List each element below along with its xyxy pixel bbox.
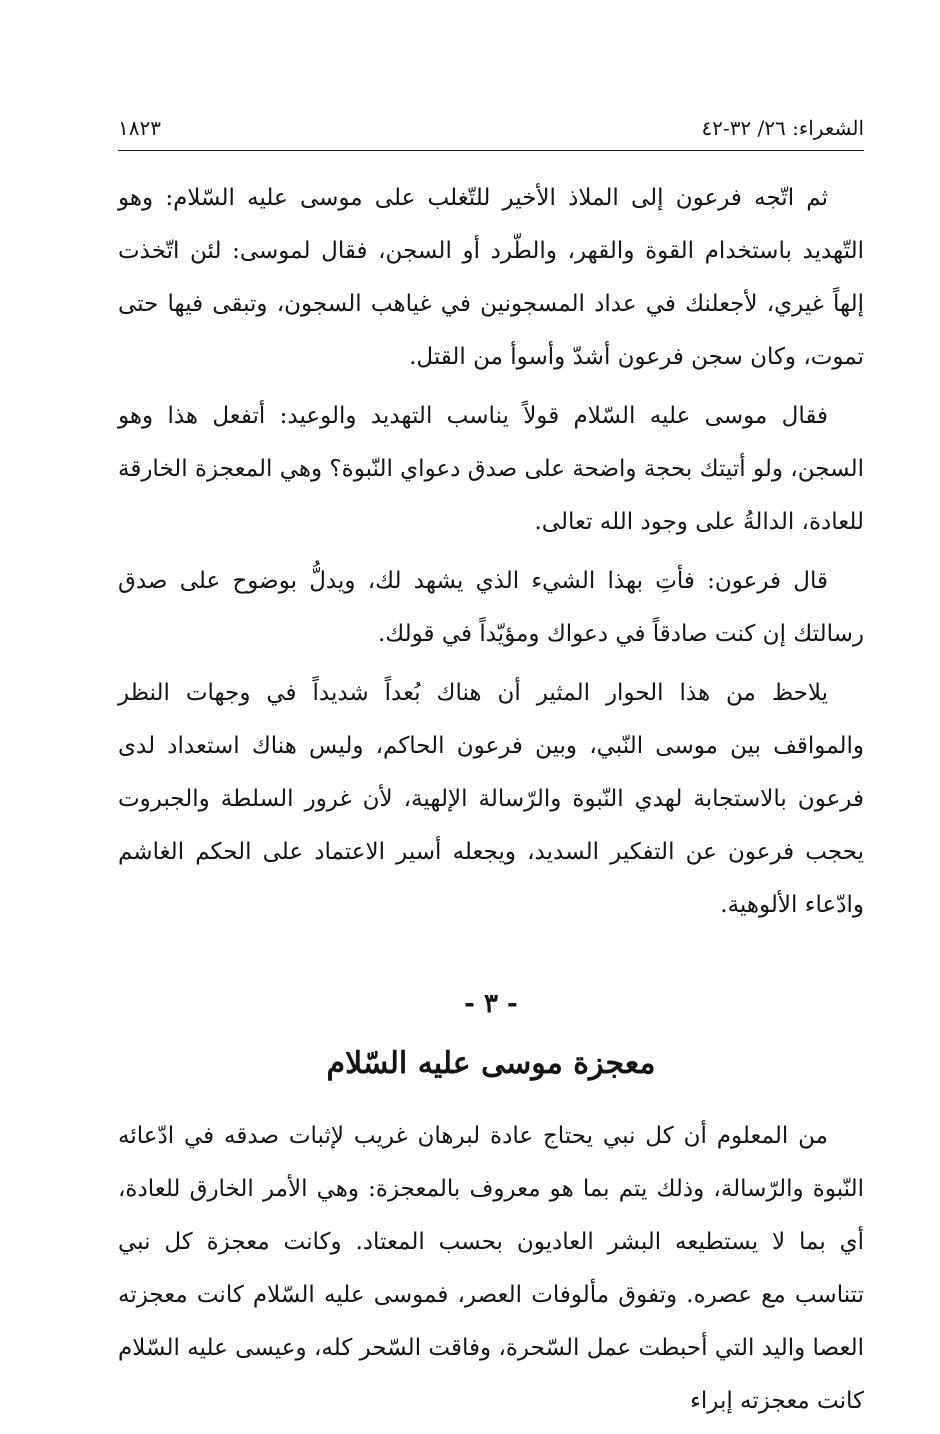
page-body bbox=[118, 172, 864, 1434]
paragraph-threat: ثم اتّجه فرعون إلى الملاذ الأخير للتّغلب على موسى عليه السّلام: وهو التّهديد باستخدام القوة والقهر، والطّرد أو السجن، فقال لموسى: لئن اتّخذت إلهاً غيري، لأجعلنك في عداد المسجونين في غياهب السجون، وتبقى فيها حتى تموت، وكان سجن فرعون أشدّ وأسوأ من القتل. bbox=[118, 185, 864, 370]
paragraph-observation: يلاحظ من هذا الحوار المثير أن هناك بُعداً شديداً في وجهات النظر والمواقف بين موسى النّبي، وبين فرعون الحاكم، وليس هناك استعداد لدى فرعون بالاستجابة لهدي النّبوة والرّسالة الإلهية، لأن غرور السلطة والجبروت يحجب فرعون عن التفكير السديد، ويجعله أسير الاعتماد على الحكم الغاشم وادّعاء الألوهية. bbox=[118, 680, 864, 918]
section-number: - ٣ - bbox=[464, 989, 518, 1019]
book-page bbox=[118, 0, 864, 1414]
running-title: الشعراء: ٢٦/ ٣٢-٤٢ bbox=[701, 116, 864, 140]
paragraph-pharaoh-reply: قال فرعون: فأتِ بهذا الشيء الذي يشهد لك، ويدلُّ بوضوح على صدق رسالتك إن كنت صادقاً في دعواك ومؤيّداً في قولك. bbox=[118, 568, 864, 647]
section-title: معجزة موسى عليه السّلام bbox=[326, 1046, 656, 1081]
page-number: ١٨٢٣ bbox=[118, 116, 161, 140]
paragraph-miracle: من المعلوم أن كل نبي يحتاج عادة لبرهان غريب لإثبات صدقه في ادّعائه النّبوة والرّسالة، وذلك يتم بما هو معروف بالمعجزة: وهي الأمر الخارق للعادة، أي بما لا يستطيعه البشر العاديون بحسب المعتاد. وكانت معجزة كل نبي تتناسب مع عصره. وتفوق مألوفات العصر، فموسى عليه السّلام كانت معجزته العصا واليد التي أحبطت عمل السّحرة، وفاقت السّحر كله، وعيسى عليه السّلام كانت معجزته إبراء bbox=[118, 1123, 864, 1414]
page-header bbox=[118, 112, 864, 144]
paragraph-moses-reply: فقال موسى عليه السّلام قولاً يناسب التهديد والوعيد: أتفعل هذا وهو السجن، ولو أتيتك بحجة واضحة على صدق دعواي النّبوة؟ وهي المعجزة الخارقة للعادة، الدالةُ على وجود الله تعالى. bbox=[118, 403, 864, 535]
header-rule bbox=[118, 150, 864, 151]
